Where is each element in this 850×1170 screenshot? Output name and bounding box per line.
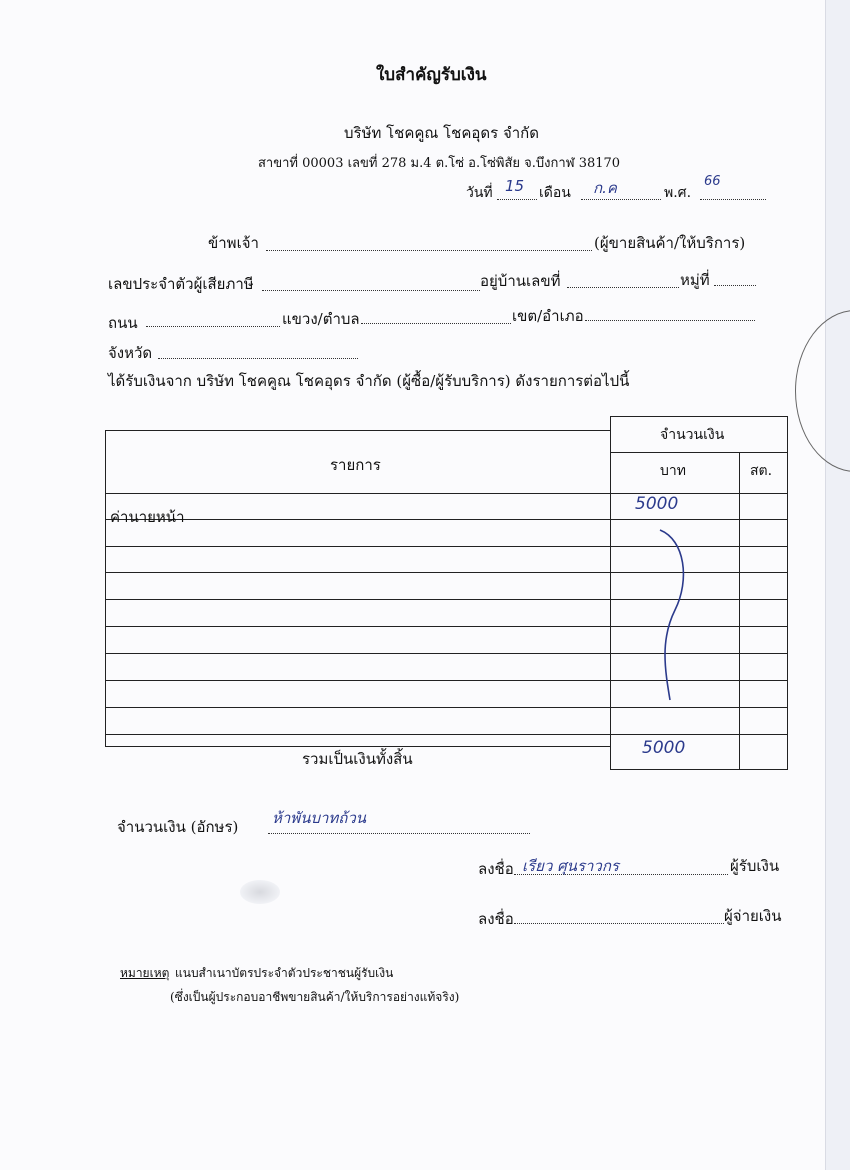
row-item-text: ค่านายหน้า [110, 508, 185, 526]
faded-stamp-mark [240, 880, 280, 904]
column-baht-header: บาท [660, 463, 686, 479]
ditto-squiggle-mark [640, 520, 700, 710]
column-satang-header: สต. [750, 463, 773, 479]
moo-label: หมู่ที่ [680, 271, 710, 289]
received-from-text: ได้รับเงินจาก บริษัท โชคคูณ โชคอุดร จำกัด (ผู้ซื้อ/ผู้รับบริการ) ดังรายการต่อไปนี้ [108, 372, 630, 390]
signature-payer-role: ผู้จ่ายเงิน [724, 907, 782, 925]
date-month-value: ก.ค [593, 179, 617, 197]
column-amount-header: จำนวนเงิน [660, 427, 725, 443]
subdistrict-field[interactable] [361, 323, 511, 324]
tax-id-label: เลขประจำตัวผู้เสียภาษี [108, 275, 254, 293]
note-label: หมายเหตุ [120, 966, 170, 980]
amount-words-value: ห้าพันบาทถ้วน [272, 809, 367, 827]
house-no-field[interactable] [567, 287, 679, 288]
subdistrict-label: แขวง/ตำบล [282, 310, 360, 328]
payee-name-field[interactable] [266, 250, 592, 251]
signature-payer-label: ลงชื่อ [478, 910, 514, 928]
district-label: เขต/อำเภอ [512, 307, 584, 325]
district-field[interactable] [585, 320, 755, 321]
province-label: จังหวัด [108, 344, 153, 362]
company-name: บริษัท โชคคูณ โชคอุดร จำกัด [344, 124, 539, 142]
paper-edge [825, 0, 850, 1170]
amount-words-label: จำนวนเงิน (อักษร) [117, 818, 239, 836]
date-year-value: 66 [704, 174, 721, 189]
payee-name-label: ข้าพเจ้า [208, 234, 259, 252]
total-baht-value: 5000 [642, 738, 686, 758]
house-no-label: อยู่บ้านเลขที่ [480, 272, 561, 290]
row-baht-value: 5000 [635, 494, 679, 514]
signature-receiver-role: ผู้รับเงิน [730, 857, 780, 875]
province-field[interactable] [158, 358, 358, 359]
date-day-label: วันที่ [466, 185, 493, 201]
date-year-label: พ.ศ. [664, 185, 692, 201]
date-year-dots [700, 199, 766, 200]
note-line-2: (ซึ่งเป็นผู้ประกอบอาชีพขายสินค้า/ให้บริการอย่างแท้จริง) [170, 990, 460, 1004]
total-label: รวมเป็นเงินทั้งสิ้น [302, 750, 413, 768]
date-month-label: เดือน [539, 185, 571, 201]
signature-receiver-value: เรียว ศุนราวกร [522, 857, 619, 875]
signature-receiver-label: ลงชื่อ [478, 860, 514, 878]
amount-words-field[interactable] [268, 833, 530, 834]
date-day-dots [497, 199, 537, 200]
date-day-value: 15 [505, 177, 525, 195]
payee-role: (ผู้ขายสินค้า/ให้บริการ) [594, 234, 746, 252]
note-line-1: แนบสำเนาบัตรประจำตัวประชาชนผู้รับเงิน [175, 966, 394, 980]
branch-address: สาขาที่ 00003 เลขที่ 278 ม.4 ต.โซ่ อ.โซ่พิสัย จ.บึงกาฬ 38170 [258, 156, 621, 171]
column-item-header: รายการ [330, 456, 381, 474]
road-field[interactable] [146, 326, 280, 327]
signature-payer-field[interactable] [514, 923, 724, 924]
moo-field[interactable] [714, 285, 756, 286]
document-title: ใบสำคัญรับเงิน [376, 65, 487, 85]
road-label: ถนน [108, 314, 138, 332]
tax-id-field[interactable] [262, 290, 480, 291]
